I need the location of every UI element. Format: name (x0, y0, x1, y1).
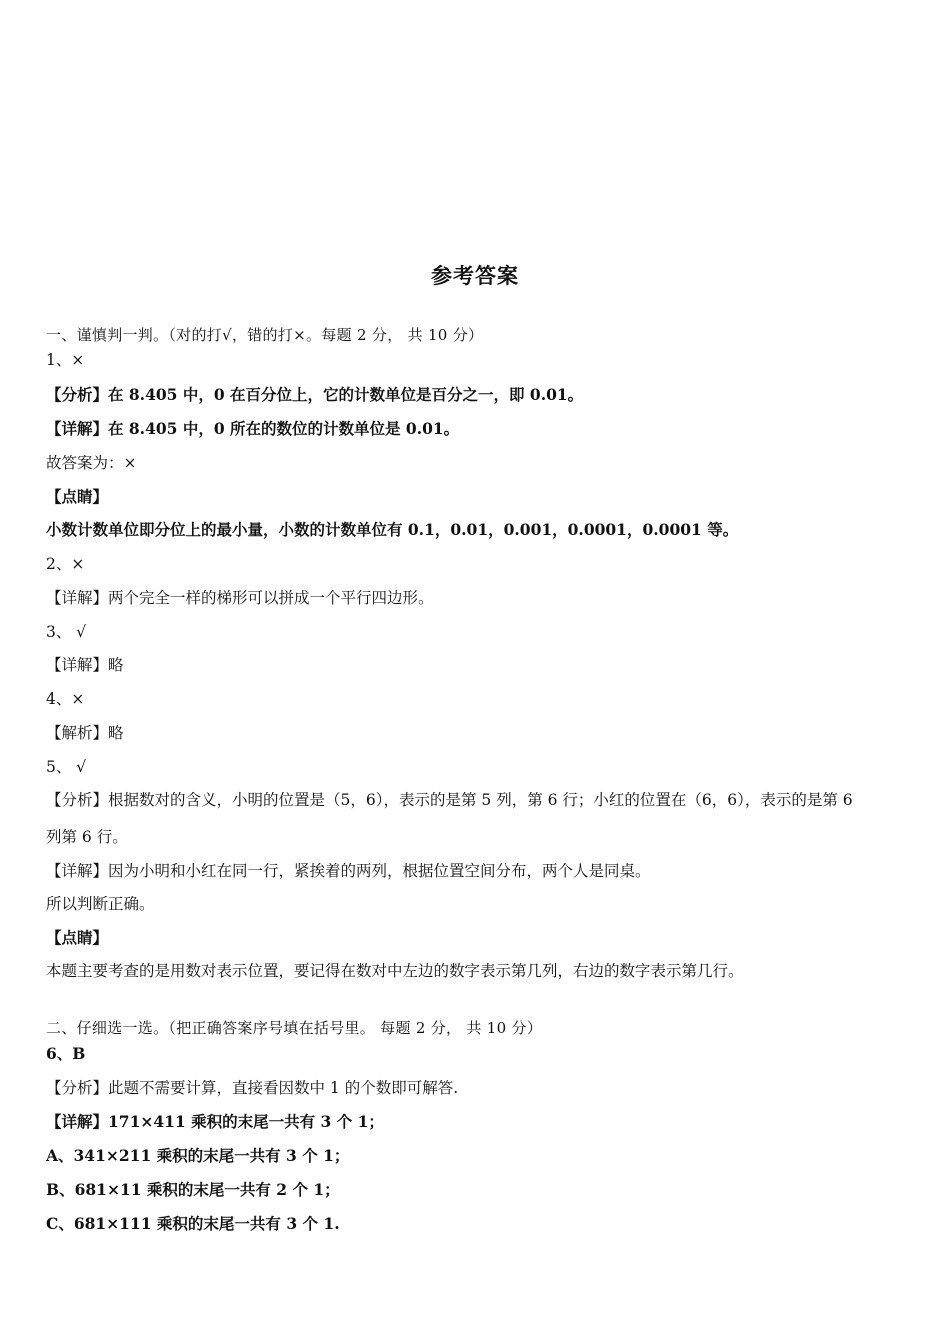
section-2-heading: 二、仔细选一选。（把正确答案序号填在括号里。 每题 2 分， 共 10 分） (46, 1019, 543, 1037)
q5-analysis-line-1: 【分析】根据数对的含义，小明的位置是（5，6），表示的是第 5 列，第 6 行；小红的位置在（6，6），表示的是第 6 (46, 791, 853, 809)
q2-number: 2、× (46, 555, 85, 573)
q6-detail: 【详解】171×411 乘积的末尾一共有 3 个 1； (46, 1112, 384, 1131)
q5-tip-label: 【点睛】 (46, 928, 109, 947)
q4-number: 4、× (46, 690, 85, 708)
page-title: 参考答案 (431, 263, 519, 288)
q6-number: 6、B (46, 1044, 86, 1063)
q5-analysis-line-2: 列第 6 行。 (46, 828, 128, 846)
q1-tip: 小数计数单位即分位上的最小量，小数的计数单位有 0.1，0.01，0.001，0.0001，0.0001 等。 (46, 520, 739, 539)
q3-detail: 【详解】略 (46, 656, 124, 674)
q1-detail: 【详解】在 8.405 中，0 所在的数位的计数单位是 0.01。 (46, 419, 460, 438)
q1-tip-label: 【点睛】 (46, 487, 109, 506)
q5-conclusion: 所以判断正确。 (46, 895, 155, 913)
q6-analysis: 【分析】此题不需要计算，直接看因数中 1 的个数即可解答. (46, 1079, 459, 1097)
q5-number: 5、 √ (46, 758, 87, 776)
q5-detail: 【详解】因为小明和小红在同一行，紧挨着的两列，根据位置空间分布，两个人是同桌。 (46, 862, 651, 880)
q1-analysis: 【分析】在 8.405 中，0 在百分位上，它的计数单位是百分之一，即 0.01。 (46, 385, 584, 404)
q5-tip: 本题主要考查的是用数对表示位置，要记得在数对中左边的数字表示第几列，右边的数字表示第几行。 (46, 962, 744, 980)
section-1-heading: 一、谨慎判一判。（对的打√，错的打×。每题 2 分， 共 10 分） (46, 326, 484, 344)
q2-detail: 【详解】两个完全一样的梯形可以拼成一个平行四边形。 (46, 589, 434, 607)
q3-number: 3、 √ (46, 623, 87, 641)
q1-number: 1、× (46, 351, 85, 369)
q6-option-a: A、341×211 乘积的末尾一共有 3 个 1； (46, 1146, 350, 1165)
q6-option-c: C、681×111 乘积的末尾一共有 3 个 1. (46, 1214, 340, 1233)
q4-detail: 【解析】略 (46, 724, 124, 742)
q6-option-b: B、681×11 乘积的末尾一共有 2 个 1； (46, 1180, 340, 1199)
q1-answer: 故答案为：× (46, 454, 137, 472)
